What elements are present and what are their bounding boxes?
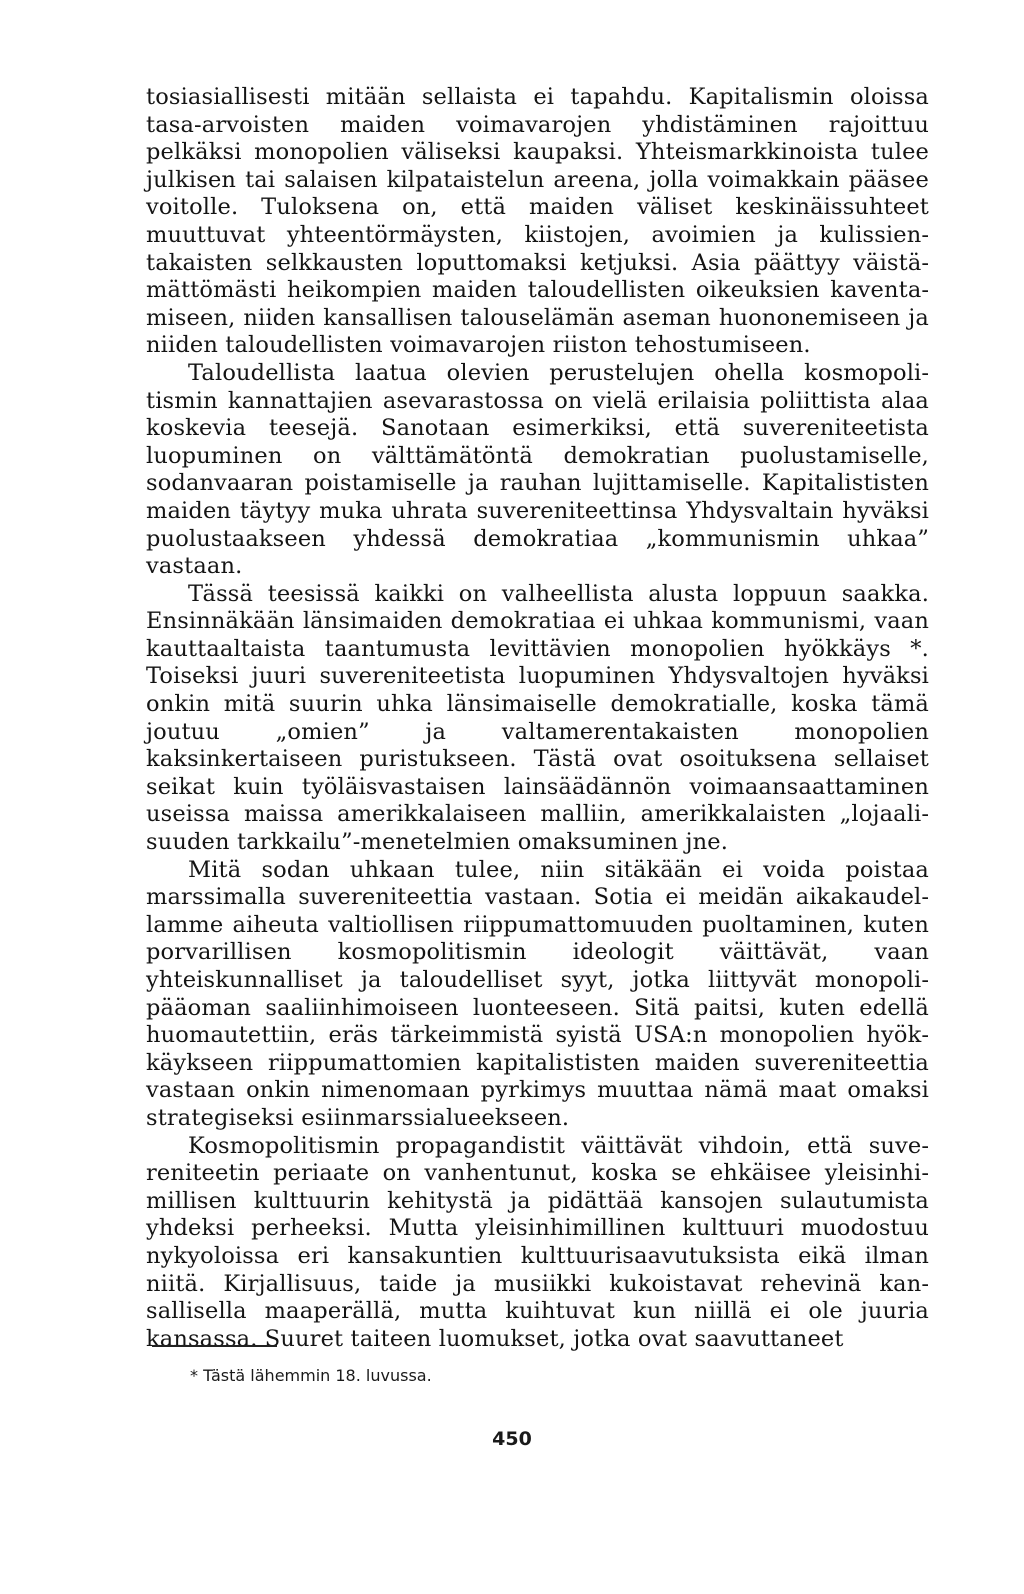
footnote: * Tästä lähemmin 18. luvussa. [190,1366,432,1385]
page-number: 450 [492,1428,532,1450]
paragraph-5: Kosmopolitismin propagandistit väittävät vihdoin, että suvereniteetin periaate on vanhentunut, koska se ehkäisee yleisinhimillisen kulttuurin kehitystä ja pidättää kansojen sulautumista yhdeksi perheeksi. Mutta yleisinhimillinen kulttuuri muodostuu nykyoloissa eri kansakuntien kulttuurisaavutuksista eikä ilman niitä. Kirjallisuus, taide ja musiikki kukoistavat rehevinä kansallisella maaperällä, mutta kuihtuvat kun niillä ei ole juuria kansassa. Suuret taiteen luomukset, jotka ovat saavuttaneet [146,1132,929,1352]
page-body [146,84,929,1353]
footnote-divider [152,1345,277,1347]
paragraph-4: Mitä sodan uhkaan tulee, niin sitäkään ei voida poistaa marssimalla suvereniteettia vastaan. Sotia ei meidän aikakaudellamme aiheuta valtiollisen riippumattomuuden puoltaminen, kuten porvarillisen kosmopolitismin ideologit väittävät, vaan yhteiskunnalliset ja taloudelliset syyt, jotka liittyvät monopolipääoman saaliinhimoiseen luonteeseen. Sitä paitsi, kuten edellä huomautettiin, eräs tärkeimmistä syistä USA:n monopolien hyökkäykseen riippumattomien kapitalististen maiden suvereniteettia vastaan onkin nimenomaan pyrkimys muuttaa nämä maat omaksi strategiseksi esiinmarssialueekseen. [146,856,929,1131]
paragraph-1: tosiasiallisesti mitään sellaista ei tapahdu. Kapitalismin oloissa tasa-arvoisten maiden voimavarojen yhdistäminen rajoittuu pelkäksi monopolien väliseksi kaupaksi. Yhteismarkkinoista tulee julkisen tai salaisen kilpataistelun areena, jolla voimakkain pääsee voitolle. Tuloksena on, että maiden väliset keskinäissuhteet muuttuvat yhteentörmäysten, kiistojen, avoimien ja kulissientakaisten selkkausten loputtomaksi ketjuksi. Asia päättyy väistämättömästi heikompien maiden taloudellisten oikeuksien kaventamiseen, niiden kansallisen talouselämän aseman huononemiseen ja niiden taloudellisten voimavarojen riiston tehostumiseen. [146,84,929,359]
paragraph-2: Taloudellista laatua olevien perustelujen ohella kosmopolitismin kannattajien asevarastossa on vielä erilaisia poliittista alaa koskevia teesejä. Sanotaan esimerkiksi, että suvereniteetista luopuminen on välttämätöntä demokratian puolustamiselle, sodanvaaran poistamiselle ja rauhan lujittamiselle. Kapitalististen maiden täytyy muka uhrata suvereniteettinsa Yhdysvaltain hyväksi puolustaakseen yhdessä demokratiaa „kommunismin uhkaa” vastaan. [146,359,929,580]
paragraph-3: Tässä teesissä kaikki on valheellista alusta loppuun saakka. Ensinnäkään länsimaiden demokratiaa ei uhkaa kommunismi, vaan kauttaaltaista taantumusta levittävien monopolien hyökkäys *. Toiseksi juuri suvereniteetista luopuminen Yhdysvaltojen hyväksi onkin mitä suurin uhka länsimaiselle demokratialle, koska tämä joutuu „omien” ja valtamerentakaisten monopolien kaksinkertaiseen puristukseen. Tästä ovat osoituksena sellaiset seikat kuin työläisvastaisen lainsäädännön voimaansaattaminen useissa maissa amerikkalaiseen malliin, amerikkalaisten „lojaalisuuden tarkkailu”-menetelmien omaksuminen jne. [146,580,929,856]
